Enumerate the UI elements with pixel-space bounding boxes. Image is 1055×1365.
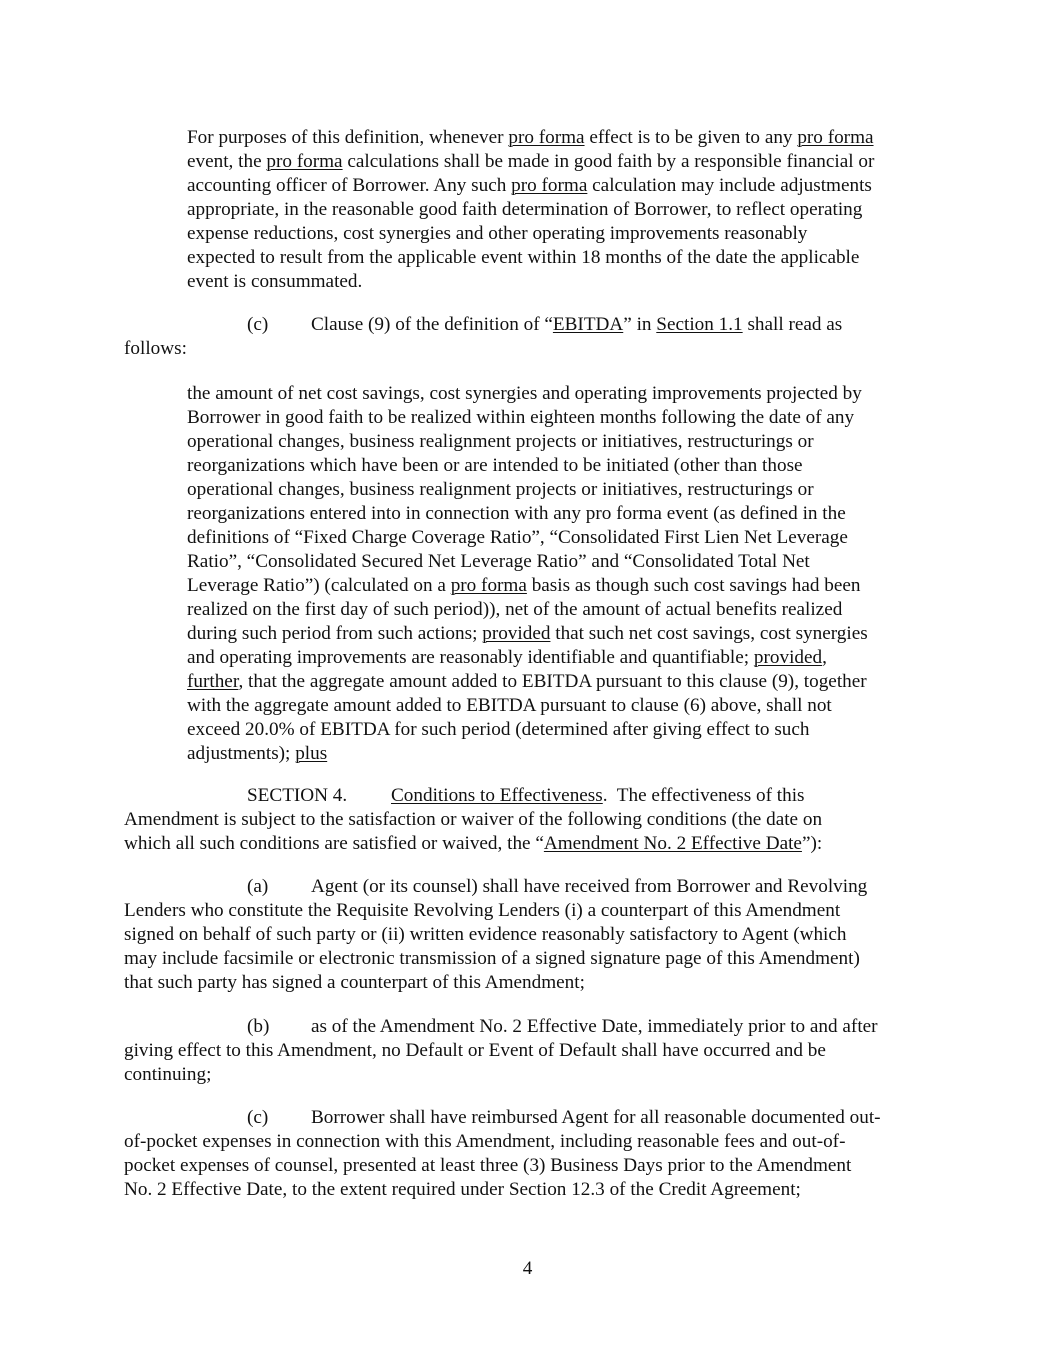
underlined-term: plus — [295, 743, 328, 764]
text-run: of-pocket expenses in connection with this Amendment, including reasonable fees and out-of- — [124, 1131, 846, 1152]
text-run: accounting officer of Borrower. Any such — [187, 175, 512, 196]
text-run: Amendment is subject to the satisfaction or waiver of the following conditions (the date on — [124, 809, 823, 830]
text-run: calculations shall be made in good faith by a responsible financial or — [342, 151, 875, 172]
text-line — [187, 126, 874, 150]
text-run: For purposes of this definition, whenever — [187, 127, 509, 148]
text-run: exceed 20.0% of EBITDA for such period (determined after giving effect to such — [187, 719, 810, 740]
text-run: Borrower in good faith to be realized within eighteen months following the date of any — [187, 407, 855, 428]
underlined-term: pro forma — [266, 151, 343, 172]
text-run: , — [822, 647, 827, 668]
text-line — [187, 150, 874, 174]
text-run: pocket expenses of counsel, presented at least three (3) Business Days prior to the Amendment — [124, 1155, 852, 1176]
text-run: No. 2 Effective Date, to the extent required under Section 12.3 of the Credit Agreement; — [124, 1179, 801, 1200]
text-line — [124, 1178, 801, 1202]
section-title-line — [391, 784, 805, 808]
text-line — [124, 899, 840, 923]
text-line — [124, 971, 585, 995]
text-run: event, the — [187, 151, 267, 172]
text-line — [187, 174, 872, 198]
text-line — [124, 1063, 211, 1087]
underlined-term: Amendment No. 2 Effective Date — [543, 833, 802, 854]
section-number: SECTION 4. — [247, 785, 348, 806]
text-line — [187, 222, 807, 246]
clause-label: (c) — [247, 314, 269, 335]
text-line — [124, 1154, 851, 1178]
text-line — [187, 246, 859, 270]
text-line — [187, 694, 832, 718]
text-line — [187, 198, 862, 222]
text-run: Lenders who constitute the Requisite Revolving Lenders (i) a counterpart of this Amendment — [124, 900, 841, 921]
text-run: that such party has signed a counterpart of this Amendment; — [124, 972, 585, 993]
text-run: signed on behalf of such party or (ii) written evidence reasonably satisfactory to Agent (which — [124, 924, 847, 945]
text-line: Agent (or its counsel) shall have received from Borrower and Revolving — [311, 876, 868, 897]
underlined-term: provided — [482, 623, 551, 644]
text-run: Ratio”, “Consolidated Secured Net Leverage Ratio” and “Consolidated Total Net — [187, 551, 810, 572]
text-line — [187, 550, 810, 574]
text-run: continuing; — [124, 1064, 212, 1085]
underlined-term: further — [187, 671, 239, 692]
condition-label: (c) — [247, 1107, 269, 1128]
page-number: 4 — [522, 1258, 533, 1279]
underlined-term: pro forma — [511, 175, 588, 196]
text-run: during such period from such actions; — [187, 623, 483, 644]
text-line — [187, 670, 867, 694]
text-run: giving effect to this Amendment, no Default or Event of Default shall have occurred and be — [124, 1040, 826, 1061]
text-run: operational changes, business realignment projects or initiatives, restructurings or — [187, 431, 814, 452]
text-run: definitions of “Fixed Charge Coverage Ratio”, “Consolidated First Lien Net Leverage — [187, 527, 848, 548]
text-line — [187, 502, 846, 526]
text-run: that such net cost savings, cost synergies — [550, 623, 868, 644]
underlined-term: Section 1.1 — [656, 314, 743, 335]
text-line — [124, 832, 822, 856]
text-line — [187, 646, 827, 670]
text-line — [187, 270, 362, 294]
text-line — [124, 923, 847, 947]
text-line: as of the Amendment No. 2 Effective Date, immediately prior to and after — [311, 1016, 878, 1037]
text-run: reorganizations which have been or are intended to be initiated (other than those — [187, 455, 803, 476]
clause-c-line-2: follows: — [124, 338, 187, 359]
text-run: Clause (9) of the definition of “ — [311, 314, 553, 335]
text-run: expected to result from the applicable event within 18 months of the date the applicable — [187, 247, 860, 268]
text-line — [187, 526, 848, 550]
text-line — [187, 574, 861, 598]
text-run: effect is to be given to any — [584, 127, 798, 148]
underlined-term: EBITDA — [552, 314, 624, 335]
text-line — [124, 808, 822, 832]
text-run: realized on the first day of such period)), net of the amount of actual benefits realized — [187, 599, 843, 620]
text-line — [187, 718, 810, 742]
text-line: Borrower shall have reimbursed Agent for all reasonable documented out- — [311, 1107, 881, 1128]
text-line — [187, 742, 327, 766]
text-run: with the aggregate amount added to EBITDA pursuant to clause (6) above, shall not — [187, 695, 832, 716]
text-run: Leverage Ratio”) (calculated on a — [187, 575, 451, 596]
text-run: ”): — [801, 833, 823, 854]
text-line — [187, 430, 814, 454]
text-run: adjustments); — [187, 743, 296, 764]
text-run: ” in — [623, 314, 657, 335]
condition-label: (b) — [247, 1016, 270, 1037]
text-line — [187, 622, 868, 646]
text-line — [124, 1039, 826, 1063]
underlined-term: Conditions to Effectiveness — [391, 785, 603, 806]
text-run: , that the aggregate amount added to EBITDA pursuant to this clause (9), together — [238, 671, 867, 692]
text-run: operational changes, business realignment projects or initiatives, restructurings or — [187, 479, 814, 500]
text-line — [187, 382, 862, 406]
text-run: event is consummated. — [187, 271, 363, 292]
text-run: may include facsimile or electronic transmission of a signed signature page of this Amendment) — [124, 948, 860, 969]
text-run: appropriate, in the reasonable good faith determination of Borrower, to reflect operating — [187, 199, 863, 220]
text-run: the amount of net cost savings, cost synergies and operating improvements projected by — [187, 383, 862, 404]
text-run: . The effectiveness of this — [602, 785, 805, 806]
text-run: reorganizations entered into in connection with any pro forma event (as defined in the — [187, 503, 846, 524]
text-line — [124, 947, 860, 971]
underlined-term: pro forma — [797, 127, 874, 148]
clause-c-line-1 — [311, 313, 842, 337]
underlined-term: provided — [753, 647, 823, 668]
text-line — [187, 406, 854, 430]
text-run: expense reductions, cost synergies and other operating improvements reasonably — [187, 223, 808, 244]
text-line — [187, 478, 814, 502]
text-line — [187, 454, 803, 478]
text-run: which all such conditions are satisfied or waived, the “ — [124, 833, 544, 854]
underlined-term: pro forma — [450, 575, 527, 596]
text-line — [187, 598, 842, 622]
underlined-term: pro forma — [508, 127, 585, 148]
text-line — [124, 1130, 845, 1154]
text-run: calculation may include adjustments — [587, 175, 872, 196]
text-run: shall read as — [742, 314, 843, 335]
text-run: basis as though such cost savings had been — [526, 575, 861, 596]
text-run: and operating improvements are reasonably identifiable and quantifiable; — [187, 647, 754, 668]
condition-label: (a) — [247, 876, 269, 897]
